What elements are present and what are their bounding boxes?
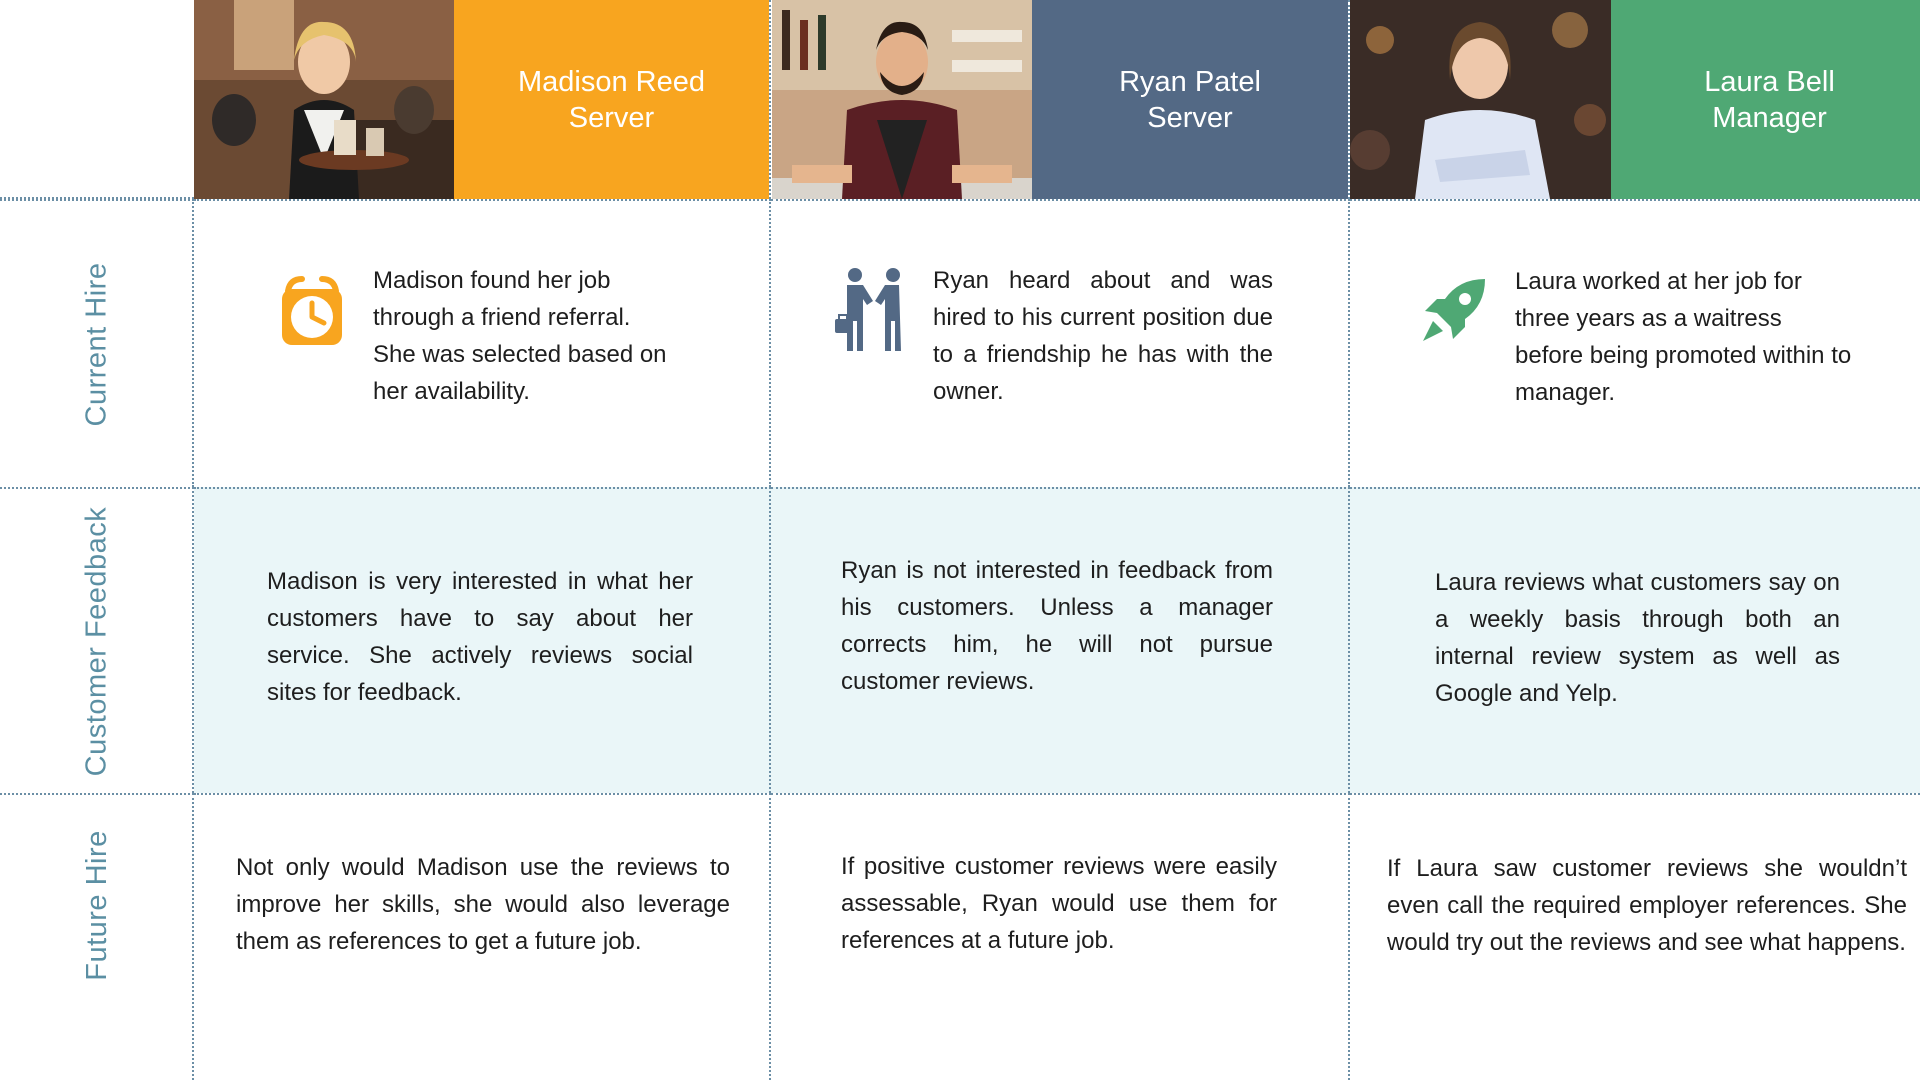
feedback-text: Ryan is not interested in feedback from his customers. Unless a manager corrects him, he will not pursue customer reviews. <box>841 557 1273 695</box>
feedback-text: Laura reviews what customers say on a weekly basis through both an internal review system as well as Google and Yelp. <box>1435 569 1840 707</box>
row-label-text: Customer Feedback <box>80 506 113 776</box>
person-name: Laura Bell <box>1704 65 1835 98</box>
row-label-customer-feedback <box>0 487 194 793</box>
person-role: Manager <box>1712 101 1827 134</box>
feedback-laura <box>1350 487 1920 793</box>
future-hire-text: If Laura saw customer reviews she wouldn’t even call the required employer references. She would try out the reviews and see what happens. <box>1387 855 1907 956</box>
future-hire-text: Not only would Madison use the reviews to improve her skills, she would also leverage them as references to get a future job. <box>236 854 730 955</box>
ryan-label <box>1032 0 1348 199</box>
person-name: Ryan Patel <box>1119 65 1261 98</box>
feedback-ryan <box>771 487 1350 793</box>
future-hire-madison <box>194 793 771 1080</box>
header-ryan <box>771 0 1350 199</box>
laura-label <box>1611 0 1920 199</box>
current-hire-text: Ryan heard about and was hired to his current position due to a friendship he has with the owner. <box>933 267 1273 405</box>
current-hire-madison <box>194 199 771 487</box>
madison-label <box>454 0 769 199</box>
madison-photo <box>194 0 454 199</box>
laura-photo <box>1350 0 1611 199</box>
row-label-future-hire <box>0 793 194 1080</box>
future-hire-ryan <box>771 793 1350 1080</box>
row-label-current-hire <box>0 199 194 487</box>
current-hire-ryan <box>771 199 1350 487</box>
current-hire-text: Laura worked at her job for three years as a waitress before being promoted within to manager. <box>1515 268 1852 406</box>
feedback-madison <box>194 487 771 793</box>
rocket-icon <box>1419 277 1487 345</box>
corner-cell <box>0 0 194 199</box>
person-name: Madison Reed <box>518 65 705 98</box>
alarm-clock-icon <box>280 273 344 347</box>
future-hire-text: If positive customer reviews were easily assessable, Ryan would use them for references at a future job. <box>841 853 1277 954</box>
future-hire-laura <box>1350 793 1920 1080</box>
row-label-text: Future Hire <box>80 829 113 981</box>
ryan-photo <box>772 0 1032 199</box>
current-hire-text: Madison found her job through a friend referral. She was selected based on her availability. <box>373 267 667 405</box>
header-laura <box>1350 0 1920 199</box>
row-label-text: Current Hire <box>80 262 113 426</box>
feedback-text: Madison is very interested in what her customers have to say about her service. She actively reviews social sites for feedback. <box>267 568 693 706</box>
current-hire-laura <box>1350 199 1920 487</box>
person-role: Server <box>1147 101 1233 134</box>
person-role: Server <box>568 101 655 134</box>
handshake-icon <box>835 267 911 353</box>
header-madison <box>194 0 771 199</box>
